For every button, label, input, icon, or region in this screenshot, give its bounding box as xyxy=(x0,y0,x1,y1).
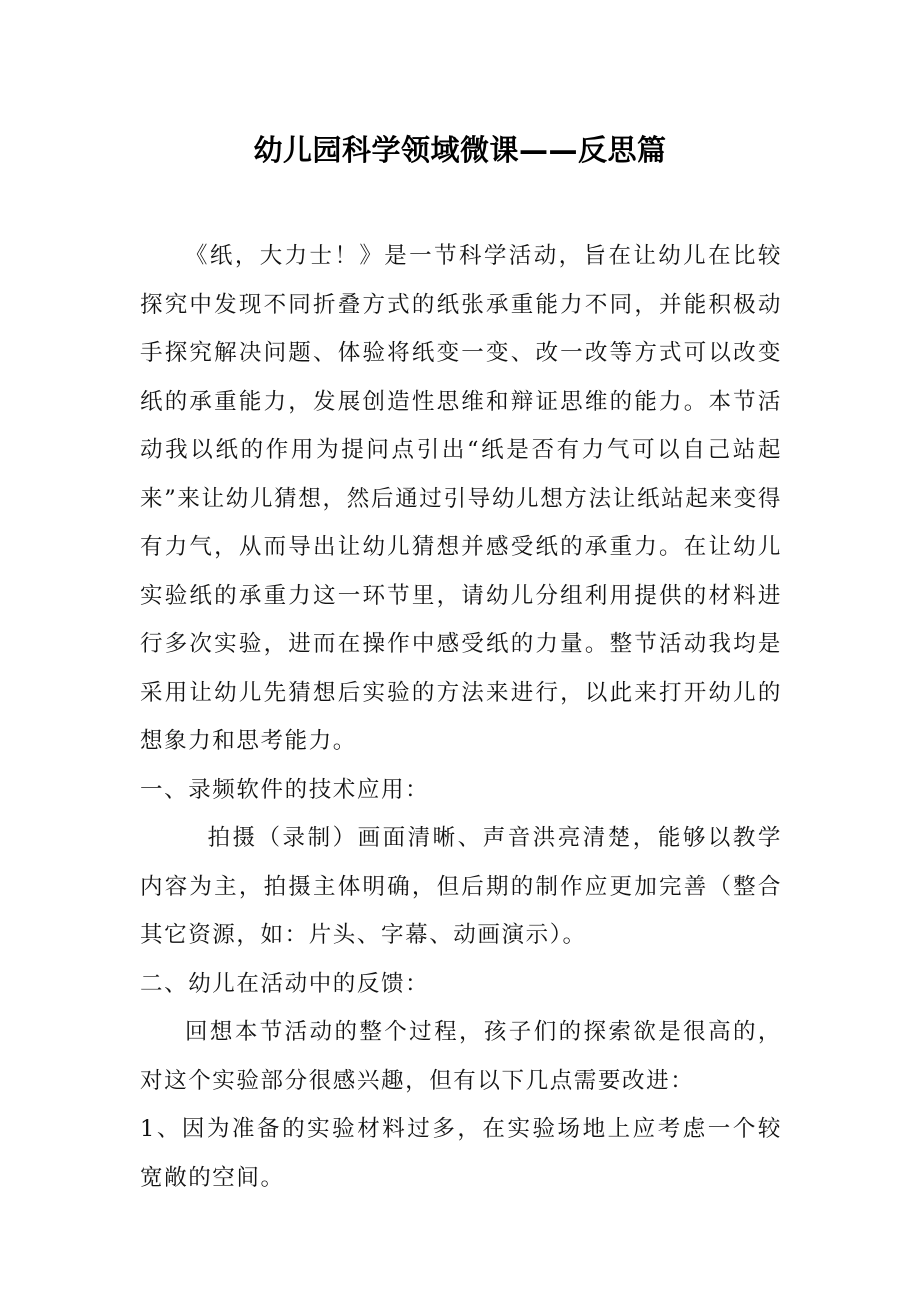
document-body xyxy=(140,232,782,1202)
section-heading-recording-tech: 一、录频软件的技术应用： xyxy=(140,776,430,803)
paragraph-intro: 《纸，大力士！》是一节科学活动，旨在让幼儿在比较探究中发现不同折叠方式的纸张承重能力不同，并能积极动手探究解决问题、体验将纸变一变、改一改等方式可以改变纸的承重能力，发展创造性思维和辩证思维的能力。本节活动我以纸的作用为提问点引出“纸是否有力气可以自己站起来”来让幼儿猜想，然后通过引导幼儿想方法让纸站起来变得有力气，从而导出让幼儿猜想并感受纸的承重力。在让幼儿实验纸的承重力这一环节里，请幼儿分组利用提供的材料进行多次实验，进而在操作中感受纸的力量。整节活动我均是采用让幼儿先猜想后实验的方法来进行，以此来打开幼儿的想象力和思考能力。 xyxy=(140,243,782,754)
section-heading-feedback: 二、幼儿在活动中的反馈： xyxy=(140,970,430,997)
paragraph-feedback: 回想本节活动的整个过程，孩子们的探索欲是很高的，对这个实验部分很感兴趣，但有以下几点需要改进： xyxy=(140,1019,782,1094)
document-title: 幼儿园科学领域微课——反思篇 xyxy=(253,133,667,167)
paragraph-recording-tech: 拍摄（录制）画面清晰、声音洪亮清楚，能够以教学内容为主，拍摄主体明确，但后期的制作应更加完善（整合其它资源，如：片头、字幕、动画演示）。 xyxy=(140,825,782,948)
list-item-improvement-1: 1、因为准备的实验材料过多，在实验场地上应考虑一个较宽敞的空间。 xyxy=(140,1116,782,1191)
